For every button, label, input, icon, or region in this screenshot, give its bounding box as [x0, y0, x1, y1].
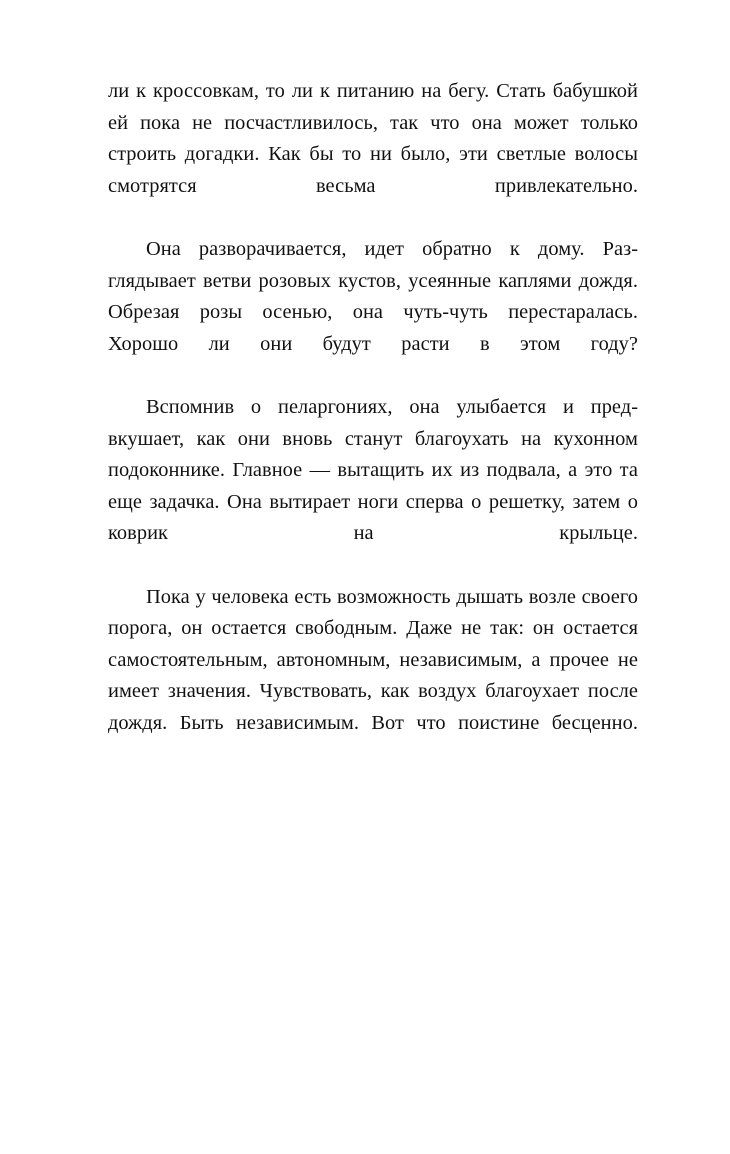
- paragraph-4: Пока у человека есть возможность дышать возле своего порога, он остается свободным. Даже не так: он остается самостоятельным, автономным, независимым, а прочее не имеет значения. Чувствовать, как воздух благоухает после дождя. Быть независимым. Вот что поистине бесценно.: [108, 585, 638, 734]
- paragraph-3: Вспомнив о пеларгониях, она улыбается и предвкушает, как они вновь станут благоухать на кухонном подоконнике. Главное — вытащить их из подвала, а это та еще задачка. Она вытирает ноги сперва о решетку, затем о коврик на крыльце.: [108, 395, 638, 545]
- paragraph-2: Она разворачивается, идет обратно к дому. Разглядывает ветви розовых кустов, усеянные каплями дождя. Обрезая розы осенью, она чуть-чуть перестаралась. Хорошо ли они будут расти в этом году?: [108, 237, 638, 355]
- paragraph-continued: ли к кроссовкам, то ли к питанию на бегу. Стать бабушкой ей пока не посчастливилось, так что она может только строить догадки. Как бы то ни было, эти светлые волосы смотрятся весьма привлекательно.: [108, 80, 638, 197]
- page-text-column: [108, 76, 638, 771]
